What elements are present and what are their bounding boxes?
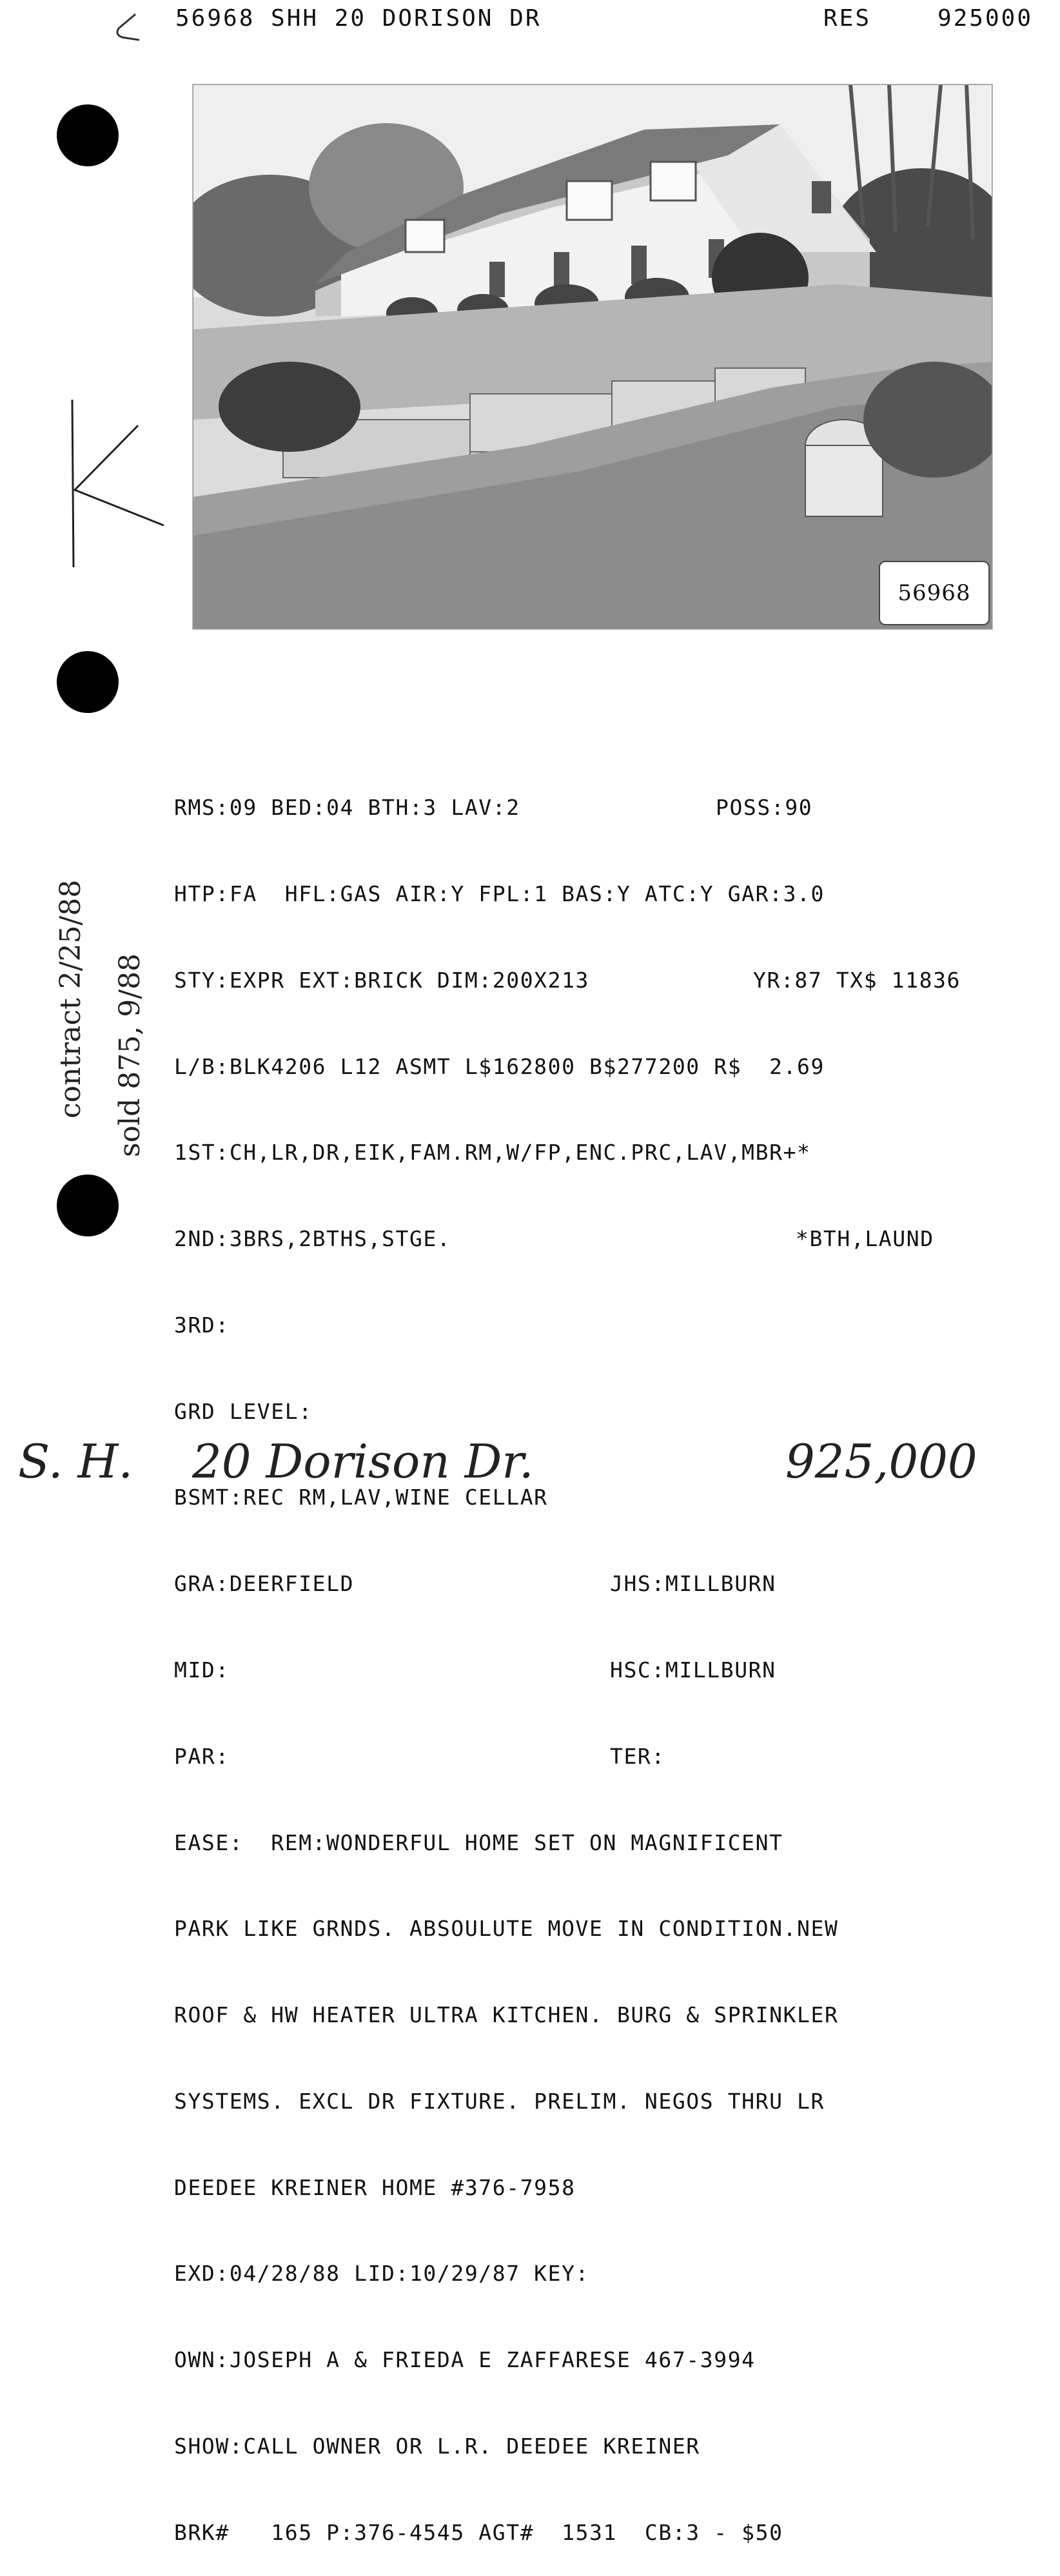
possession: POSS:90: [716, 795, 813, 821]
contract-note: contract 2/25/88: [54, 879, 87, 1118]
year-tax: YR:87 TX$ 11836: [753, 967, 961, 993]
listing-details: [174, 736, 1032, 2576]
detail-line: [174, 1742, 1032, 1771]
second-floor-line: 2ND:3BRS,2BTHS,STGE.: [174, 1226, 451, 1252]
detail-line: [174, 794, 1032, 823]
lot-block-line: L/B:BLK4206 L12 ASMT L$162800 B$277200 R$ 2.69: [174, 1053, 825, 1079]
detail-line: [174, 2087, 1032, 2116]
remarks-line: PARK LIKE GRNDS. ABSOULUTE MOVE IN CONDITION.NEW: [174, 1916, 839, 1942]
detail-line: [174, 2001, 1032, 2030]
property-type: RES: [823, 5, 872, 32]
detail-line: [174, 1311, 1032, 1340]
grade-school: GRA:DEERFIELD: [174, 1571, 355, 1597]
second-floor-continued: *BTH,LAUND: [796, 1226, 934, 1252]
broker-line: BRK# 165 P:376-4545 AGT# 1531 CB:3 - $50: [174, 2519, 783, 2545]
detail-line: [174, 1225, 1032, 1254]
detail-line: [174, 1656, 1032, 1685]
heating-line: HTP:FA HFL:GAS AIR:Y FPL:1 BAS:Y ATC:Y GAR:3.0: [174, 881, 825, 906]
parochial-school: PAR:: [174, 1743, 230, 1769]
detail-line: [174, 2519, 1032, 2548]
detail-line: [174, 1138, 1032, 1167]
middle-school: MID:: [174, 1657, 230, 1683]
rooms-line: RMS:09 BED:04 BTH:3 LAV:2: [174, 795, 520, 821]
remarks-line: DEEDEE KREINER HOME #376-7958: [174, 2174, 576, 2200]
showing-line: SHOW:CALL OWNER OR L.R. DEEDEE KREINER: [174, 2434, 700, 2459]
listing-header: [175, 5, 1033, 36]
remarks-line: EASE: REM:WONDERFUL HOME SET ON MAGNIFICENT: [174, 1830, 783, 1855]
detail-line: [174, 1398, 1032, 1427]
detail-line: [174, 1053, 1032, 1082]
third-floor-line: 3RD:: [174, 1312, 230, 1338]
punch-hole-top: [57, 104, 119, 166]
style-line: STY:EXPR EXT:BRICK DIM:200X213: [174, 967, 590, 993]
detail-line: [174, 880, 1032, 909]
detail-line: [174, 1829, 1032, 1858]
house-photo-icon: [193, 84, 992, 629]
photo-id-tag: 56968: [879, 561, 990, 625]
basement-line: BSMT:REC RM,LAV,WINE CELLAR: [174, 1485, 548, 1510]
remarks-line: SYSTEMS. EXCL DR FIXTURE. PRELIM. NEGOS THRU LR: [174, 2088, 825, 2114]
first-floor-line: 1ST:CH,LR,DR,EIK,FAM.RM,W/FP,ENC.PRC,LAV,MBR+*: [174, 1140, 811, 1166]
remarks-line: ROOF & HW HEATER ULTRA KITCHEN. BURG & SPRINKLER: [174, 2002, 839, 2028]
handwritten-k-mark: [67, 400, 170, 576]
ground-level-line: GRD LEVEL:: [174, 1398, 313, 1424]
list-price: 925000: [937, 5, 1033, 32]
owner-line: OWN:JOSEPH A & FRIEDA E ZAFFARESE 467-3994: [174, 2347, 756, 2373]
detail-line: [174, 966, 1032, 995]
handwritten-street: 20 Dorison Dr.: [192, 1434, 534, 1488]
detail-line: [174, 1915, 1032, 1944]
handwritten-footer: [18, 1434, 1050, 1492]
dates-line: EXD:04/28/88 LID:10/29/87 KEY:: [174, 2261, 590, 2287]
punch-hole-bottom: [57, 1175, 119, 1236]
terms: TER:: [610, 1743, 665, 1769]
detail-line: [174, 2346, 1032, 2375]
handwritten-price: 925,000: [785, 1434, 977, 1488]
punch-hole-middle: [57, 651, 119, 713]
detail-line: [174, 2174, 1032, 2203]
junior-high: JHS:MILLBURN: [610, 1571, 776, 1597]
detail-line: [174, 2259, 1032, 2288]
detail-line: [174, 1570, 1032, 1599]
pen-tick-mark: [110, 12, 142, 44]
listing-address: 56968 SHH 20 DORISON DR: [175, 5, 542, 32]
sold-note: sold 875, 9/88: [113, 953, 146, 1157]
high-school: HSC:MILLBURN: [610, 1657, 776, 1683]
detail-line: [174, 2432, 1032, 2461]
handwritten-town: S. H.: [18, 1434, 133, 1488]
house-photo: [192, 84, 993, 630]
